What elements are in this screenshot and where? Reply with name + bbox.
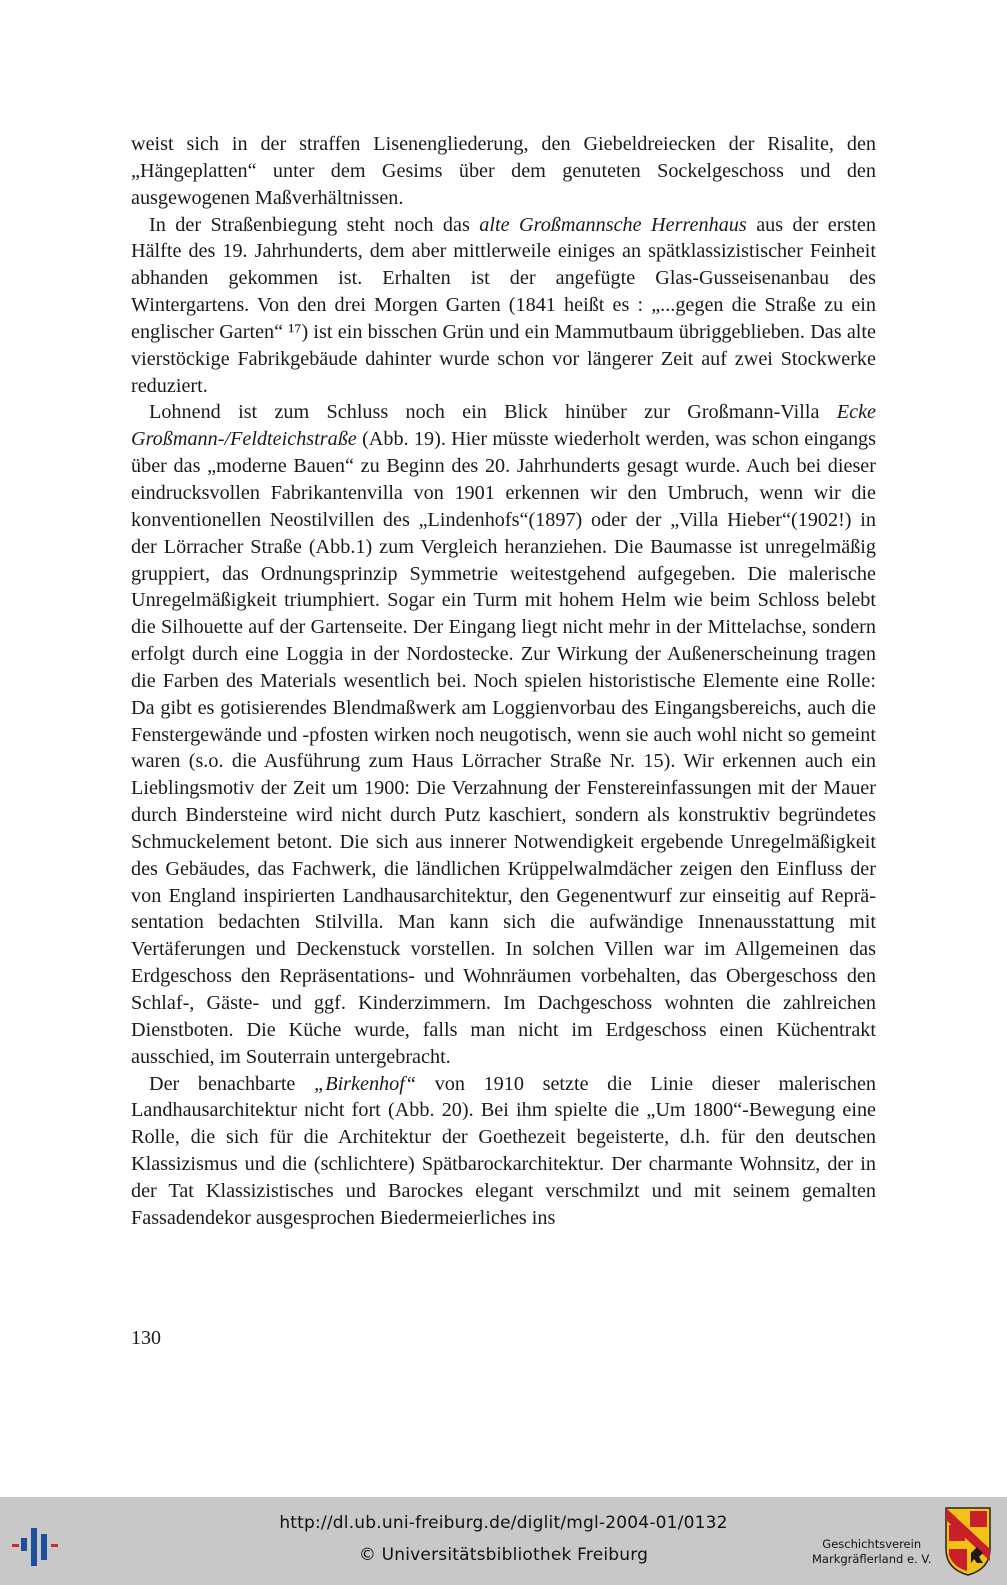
page-number: 130 xyxy=(131,1327,161,1349)
text-run: Der benachbarte xyxy=(149,1072,315,1095)
paragraph xyxy=(131,131,876,212)
coat-of-arms-icon xyxy=(943,1505,993,1577)
society-name-line2: Markgräflerland e. V. xyxy=(812,1552,932,1566)
paragraph xyxy=(131,1071,876,1232)
text-run: Lohnend ist zum Schluss noch ein Blick hinüber zur Großmann-Villa xyxy=(149,401,837,424)
paragraph xyxy=(131,399,876,1070)
paragraph xyxy=(131,212,876,400)
body-text xyxy=(131,131,876,1232)
text-run: In der Straßenbiegung steht noch das xyxy=(149,213,480,236)
text-run: von 1910 setzte die Linie dieser malerischen Landhausarchitektur nicht fort (Abb. 20). Bei ihm spielte die „Um 1800“-Bewegung eine Rolle, die sich für die Architektur der Goethezeit begeisterte, d.h. für den deutschen Klassizismus und die (schlichtere) Spätbarockarchitektur. Der charmante Wohnsitz, der in der Tat Klassizistisches und Barockes elegant verschmilzt und mit seinem gemalten Fassadendekor ausgesprochen Biedermeierliches ins xyxy=(131,1072,876,1229)
footer-copyright: © Universitätsbibliothek Freiburg xyxy=(358,1545,649,1565)
footer-url-link[interactable]: http://dl.ub.uni-freiburg.de/diglit/mgl-2004-01/0132 xyxy=(279,1513,728,1533)
italic-text: „Birkenhof“ xyxy=(314,1072,417,1095)
text-run: aus der ersten Hälfte des 19. Jahrhunderts, dem aber mittlerweile einiges an spätklassizistischer Feinheit abhanden gekommen ist. Erhalten ist der angefügte Glas-Gusseisenanbau des Wintergartens. Von den drei Morgen Garten (1841 heißt es : „...gegen die Straße zu ein englischer Garten“ ¹⁷) ist ein bisschen Grün und ein Mammutbaum übriggeblieben. Das alte vierstöckige Fabrikgebäude dahinter wurde schon vor längerer Zeit auf zwei Stockwerke reduziert. xyxy=(131,213,876,397)
society-name xyxy=(812,1537,931,1567)
text-run: (Abb. 19). Hier müsste wiederholt werden, was schon eingangs über das „moderne Bauen“ zu Beginn des 20. Jahrhunderts gesagt wurde. Auch bei dieser eindrucksvollen Fabrikantenvilla von 1901 erkennen wir den Umbruch, wenn wir die konventionellen Neostilvillen des „Lindenhofs“(1897) oder der „Villa Hieber“(1902!) in der Lörracher Straße (Abb.1) zum Vergleich heranziehen. Die Baumasse ist unregelmäßig gruppiert, das Ordnungsprinzip Symmetrie weitestgehend aufgegeben. Die malerische Unregelmäßigkeit triumphiert. Sogar ein Turm mit hohem Helm wie beim Schloss belebt die Silhouette auf der Gartenseite. Der Eingang liegt nicht mehr in der Mittelachse, sondern erfolgt durch eine Loggia in der Nordostecke. Zur Wirkung der Außenerscheinung tragen die Farben des Materials wesentlich bei. Noch spielen historistische Elemente eine Rolle: Da gibt es gotisierendes Blendmaßwerk am Loggienvorbau des Eingangsbereichs, auch die Fenstergewände und -pfosten wirken noch neugotisch, wenn sie auch wohl nicht so gemeint waren (s.o. die Ausführung zum Haus Lörracher Straße Nr. 15). Wir erkennen auch ein Lieblingsmotiv der Zeit um 1900: Die Verzahnung der Fenstereinfassungen mit der Mauer durch Bindersteine wird nicht durch Putz kaschiert, sondern als konstruktiv begründetes Schmuckelement betont. Die sich aus innerer Notwendigkeit ergebende Unregelmäßigkeit des Gebäudes, das Fachwerk, die ländlichen Krüppelwalmdächer zeigen den Einfluss der von England inspirierten Landhausarchitektur, den Gegenentwurf zur einseitig auf Repräsentation bedachten Stilvilla. Man kann sich die aufwändige Innenausstattung mit Vertäferungen und Deckenstuck vorstellen. In solchen Villen war im Allgemeinen das Erdgeschoss den Repräsentations- und Wohnräumen vorbehalten, das Obergeschoss den Schlaf-, Gäste- und ggf. Kinderzimmern. Im Dachgeschoss wohnten die zahlreichen Dienstboten. Die Küche wurde, falls man nicht im Erdgeschoss einen Küchentrakt ausschied, im Souterrain untergebracht. xyxy=(131,428,876,1068)
footer-bar xyxy=(0,1497,1007,1585)
italic-text: alte Großmannsche Herrenhaus xyxy=(479,213,747,236)
society-name-line1: Geschichtsverein xyxy=(822,1537,922,1551)
text-run: weist sich in der straffen Lisenengliederung, den Giebeldreiecken der Risalite, den „Hängeplatten“ unter dem Gesims über dem genuteten Sockelgeschoss und den ausgewogenen Maßverhältnissen. xyxy=(131,133,876,209)
italic-text: Ecke Großmann-/Feldteichstraße xyxy=(131,401,876,451)
